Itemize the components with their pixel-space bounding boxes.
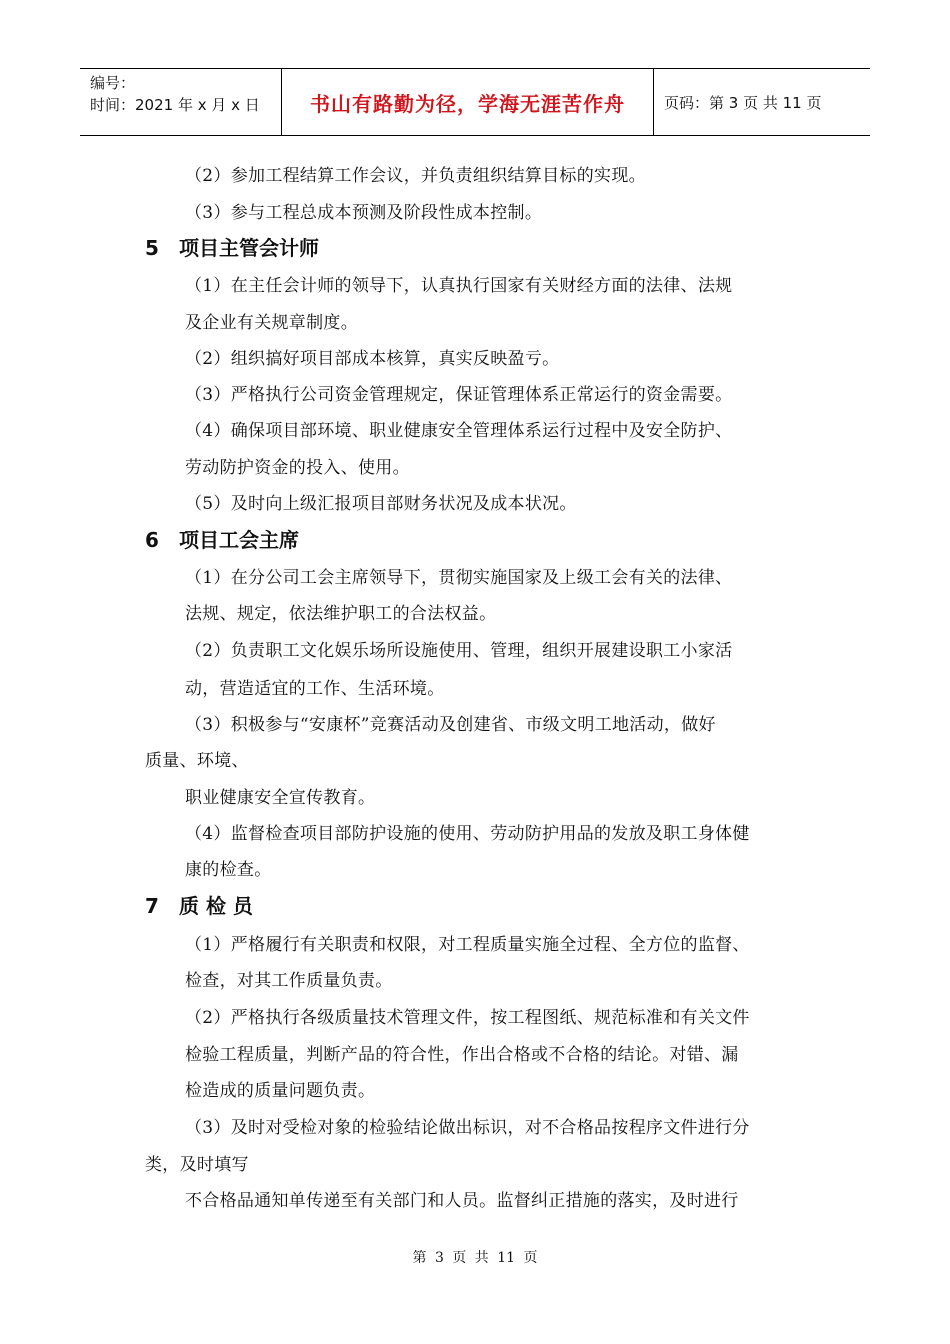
paragraph-line: 不合格品通知单传递至有关部门和人员。监督纠正措施的落实，及时进行 bbox=[185, 1191, 739, 1211]
paragraph-line: 检造成的质量问题负责。 bbox=[185, 1081, 376, 1101]
paragraph-line: （3）严格执行公司资金管理规定，保证管理体系正常运行的资金需要。 bbox=[185, 385, 733, 405]
paragraph-line: 检验工程质量，判断产品的符合性，作出合格或不合格的结论。对错、漏 bbox=[185, 1045, 739, 1065]
paragraph-line: （2）负责职工文化娱乐场所设施使用、管理，组织开展建设职工小家活 bbox=[185, 641, 733, 661]
paragraph-line: （1）严格履行有关职责和权限，对工程质量实施全过程、全方位的监督、 bbox=[185, 935, 750, 955]
section-heading bbox=[145, 232, 319, 261]
header-meta bbox=[80, 69, 282, 135]
page-header bbox=[80, 68, 870, 136]
paragraph-line: 康的检查。 bbox=[185, 860, 272, 880]
section-number: 7 bbox=[145, 894, 159, 918]
page-footer: 第 3 页 共 11 页 bbox=[412, 1250, 538, 1266]
section-heading bbox=[145, 890, 253, 919]
paragraph-line: （2）严格执行各级质量技术管理文件，按工程图纸、规范标准和有关文件 bbox=[185, 1008, 750, 1028]
document-date: 时间：2021 年 x 月 x 日 bbox=[90, 96, 260, 114]
section-title: 质 检 员 bbox=[179, 894, 253, 918]
paragraph-line: （4）监督检查项目部防护设施的使用、劳动防护用品的发放及职工身体健 bbox=[185, 824, 750, 844]
paragraph-line: 动，营造适宜的工作、生活环境。 bbox=[185, 679, 445, 699]
paragraph-line: （3）积极参与“安康杯”竞赛活动及创建省、市级文明工地活动，做好 bbox=[185, 715, 716, 735]
paragraph-line: 及企业有关规章制度。 bbox=[185, 313, 358, 333]
paragraph-line: 劳动防护资金的投入、使用。 bbox=[185, 458, 410, 478]
paragraph-line: （3）参与工程总成本预测及阶段性成本控制。 bbox=[185, 203, 543, 223]
paragraph-line: 法规、规定，依法维护职工的合法权益。 bbox=[185, 604, 497, 624]
header-page-code: 页码：第 3 页 共 11 页 bbox=[664, 93, 822, 112]
paragraph-line: （2）组织搞好项目部成本核算，真实反映盈亏。 bbox=[185, 349, 560, 369]
section-number: 6 bbox=[145, 528, 159, 552]
header-motto: 书山有路勤为径，学海无涯苦作舟 bbox=[282, 69, 654, 135]
paragraph-line: 检查，对其工作质量负责。 bbox=[185, 971, 393, 991]
section-number: 5 bbox=[145, 236, 159, 260]
section-title: 项目工会主席 bbox=[179, 528, 299, 552]
document-number-label: 编号： bbox=[90, 74, 136, 92]
paragraph-line: （5）及时向上级汇报项目部财务状况及成本状况。 bbox=[185, 494, 577, 514]
section-title: 项目主管会计师 bbox=[179, 236, 319, 260]
paragraph-line: 类，及时填写 bbox=[145, 1155, 249, 1175]
paragraph-line: （1）在分公司工会主席领导下，贯彻实施国家及上级工会有关的法律、 bbox=[185, 568, 733, 588]
paragraph-line: 质量、环境、 bbox=[145, 751, 249, 771]
paragraph-line: （3）及时对受检对象的检验结论做出标识，对不合格品按程序文件进行分 bbox=[185, 1118, 750, 1138]
paragraph-line: 职业健康安全宣传教育。 bbox=[185, 788, 376, 808]
paragraph-line: （4）确保项目部环境、职业健康安全管理体系运行过程中及安全防护、 bbox=[185, 421, 733, 441]
paragraph-line: （2）参加工程结算工作会议，并负责组织结算目标的实现。 bbox=[185, 166, 646, 186]
section-heading bbox=[145, 524, 299, 553]
paragraph-line: （1）在主任会计师的领导下，认真执行国家有关财经方面的法律、法规 bbox=[185, 276, 733, 296]
